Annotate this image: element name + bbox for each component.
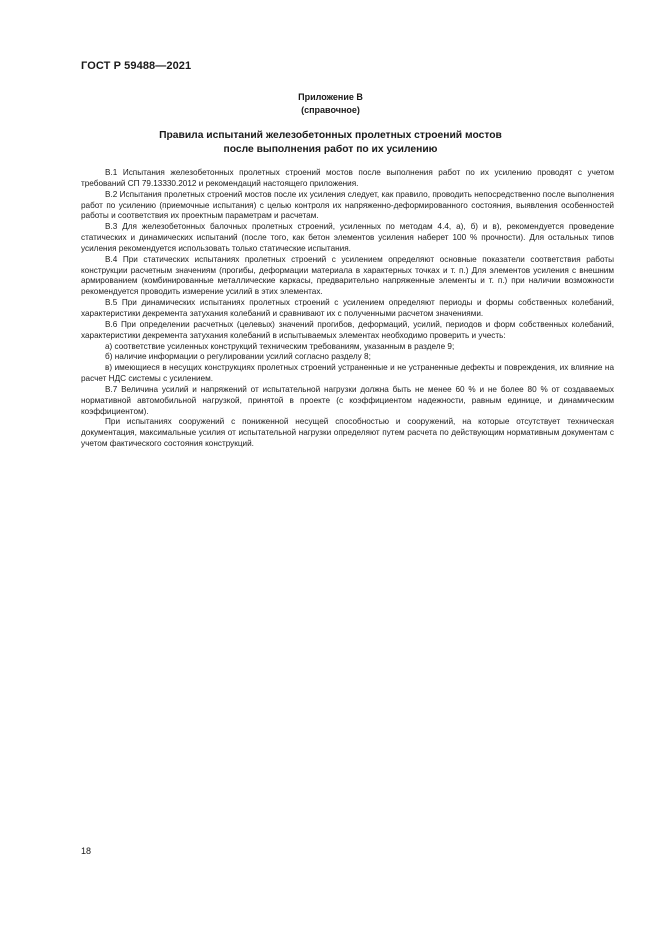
appendix-block — [0, 91, 661, 116]
heading-line-1: Правила испытаний железобетонных пролетных строений мостов — [159, 130, 502, 141]
paragraph-b1: В.1 Испытания железобетонных пролетных строений мостов после выполнения работ по их усилению проводят с учетом требований СП 79.13330.2012 и рекомендаций настоящего приложения. — [81, 168, 614, 188]
paragraph-b2: В.2 Испытания пролетных строений мостов после их усиления следует, как правило, проводить непосредственно после выполнения работ по усилению (приемочные испытания) с целью контроля их напряженно-деформированного состояния, выявления особенностей работы и соответствия их проектным параметрам и расчетам. — [81, 189, 614, 221]
list-item-c: в) имеющиеся в несущих конструкциях пролетных строений устраненные и не устраненные дефекты и повреждения, их влияние на расчет НДС системы с усилением. — [81, 363, 614, 384]
paragraph-b6: В.6 При определении расчетных (целевых) значений прогибов, деформаций, усилий, периодов и форм собственных колебаний, характеристики декремента затухания колебаний в испытываемых элементах необходимо проверить и учесть: — [81, 319, 614, 340]
page-number: 18 — [81, 846, 92, 856]
appendix-title: Приложение В — [298, 92, 363, 102]
appendix-subtitle: (справочное) — [301, 104, 360, 115]
heading-line-2: после выполнения работ по их усилению — [223, 143, 438, 155]
document-code: ГОСТ Р 59488—2021 — [81, 60, 192, 72]
paragraph-final: При испытаниях сооружений с пониженной несущей способностью и сооружений, на которые отсутствует техническая документация, максимальные усилия от испытательной нагрузки определяют путем расчета по действующим нормативным документам с учетом фактического состояния конструкций. — [81, 417, 614, 449]
paragraph-b5: В.5 При динамических испытаниях пролетных строений с усилением определяют периоды и формы собственных колебаний, характеристики декремента затухания колебаний и сравнивают их с полученными расчетом значениями. — [81, 298, 614, 318]
paragraph-b4: В.4 При статических испытаниях пролетных строений с усилением определяют основные показатели соответствия работы конструкции расчетным значениям (прогибы, деформации материала в характерных точках и т. п.) Для элементов усиления с внешним армированием (комбинированные металлические каркасы, предварительно напряженные элементы и т. п.) при наличии возможности рекомендуется проводить измерение усилий в этих элементах. — [81, 254, 614, 297]
paragraph-b7: В.7 Величина усилий и напряжений от испытательной нагрузки должна быть не менее 60 % и не более 80 % от создаваемых нормативной автомобильной нагрузкой, принятой в проекте (с коэффициентом надежности, равным единице, и динамическим коэффициентом). — [81, 384, 614, 416]
paragraph-b3: В.3 Для железобетонных балочных пролетных строений, усиленных по методам 4.4, а), б) и в), рекомендуется проведение статических и динамических испытаний (после того, как бетон элементов усиления наберет 100 % прочности). Для остальных типов усиления рекомендуется использовать только статические испытания. — [81, 222, 614, 253]
body-text — [81, 168, 614, 450]
list-item-a: а) соответствие усиленных конструкций техническим требованиям, указанным в разделе 9; — [105, 341, 455, 351]
section-heading — [0, 129, 661, 156]
list-item-b: б) наличие информации о регулировании усилий согласно разделу 8; — [105, 352, 371, 362]
